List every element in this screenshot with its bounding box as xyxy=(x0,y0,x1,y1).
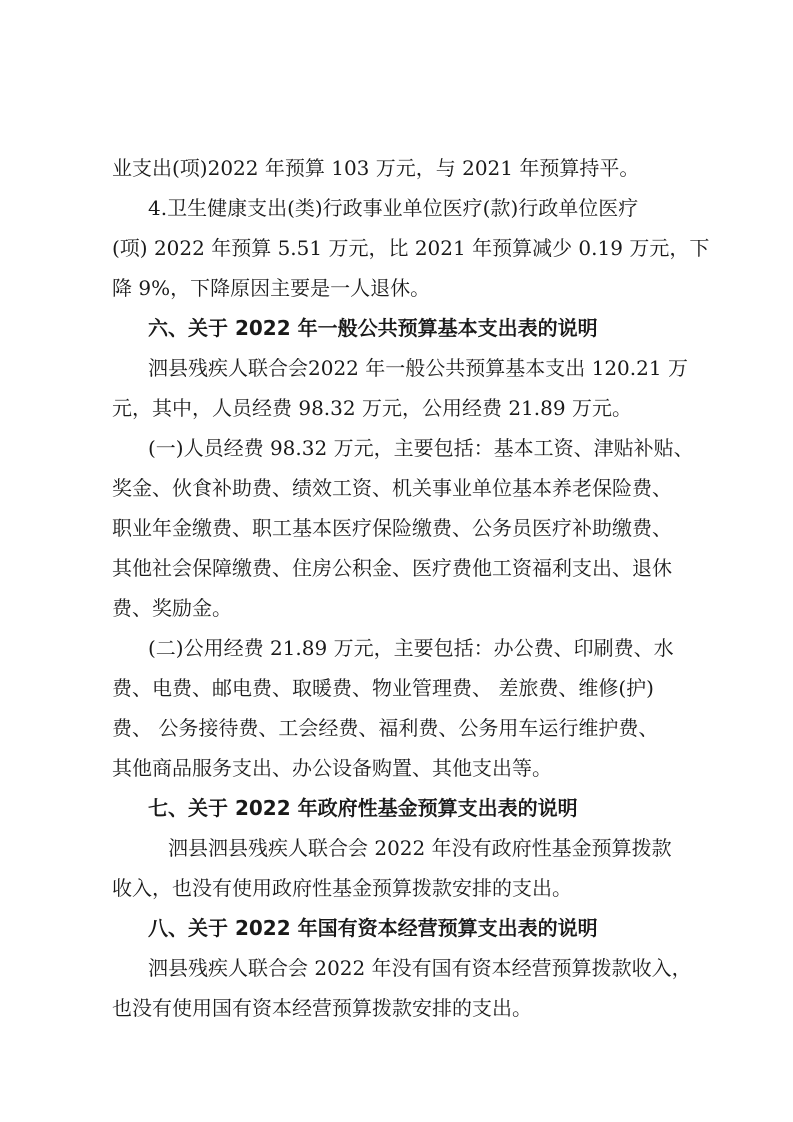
text-line: 职业年金缴费、职工基本医疗保险缴费、公务员医疗补助缴费、 xyxy=(112,516,672,540)
text-line: 泗县残疾人联合会 2022 年没有国有资本经营预算拨款收入， xyxy=(148,956,692,980)
text-line: 业支出(项)2022 年预算 103 万元，与 2021 年预算持平。 xyxy=(112,156,640,180)
text-line: 也没有使用国有资本经营预算拨款安排的支出。 xyxy=(112,996,532,1020)
text-line: 其他社会保障缴费、住房公积金、医疗费他工资福利支出、退休 xyxy=(112,556,672,580)
text-line: 奖金、伙食补助费、绩效工资、机关事业单位基本养老保险费、 xyxy=(112,476,672,500)
text-line: 费、电费、邮电费、取暖费、物业管理费、 差旅费、维修(护) xyxy=(112,676,654,700)
text-line: 4.卫生健康支出(类)行政事业单位医疗(款)行政单位医疗 xyxy=(148,196,639,220)
text-line: 泗县泗县残疾人联合会 2022 年没有政府性基金预算拨款 xyxy=(168,836,672,860)
text-line: 费、奖励金。 xyxy=(112,596,232,620)
text-line: 其他商品服务支出、办公设备购置、其他支出等。 xyxy=(112,756,552,780)
section-heading: 八、关于 2022 年国有资本经营预算支出表的说明 xyxy=(148,916,598,940)
text-line: (项) 2022 年预算 5.51 万元，比 2021 年预算减少 0.19 万元，下 xyxy=(112,236,710,260)
text-line: 费、 公务接待费、工会经费、福利费、公务用车运行维护费、 xyxy=(112,716,659,740)
section-heading: 七、关于 2022 年政府性基金预算支出表的说明 xyxy=(148,796,578,820)
text-line: 元，其中，人员经费 98.32 万元，公用经费 21.89 万元。 xyxy=(112,396,632,420)
text-line: 泗县残疾人联合会2022 年一般公共预算基本支出 120.21 万 xyxy=(148,356,688,380)
text-line: (二)公用经费 21.89 万元，主要包括：办公费、印刷费、水 xyxy=(148,636,674,660)
section-heading: 六、关于 2022 年一般公共预算基本支出表的说明 xyxy=(148,316,598,340)
text-line: 降 9%，下降原因主要是一人退休。 xyxy=(112,276,431,300)
text-line: (一)人员经费 98.32 万元，主要包括：基本工资、津贴补贴、 xyxy=(148,436,694,460)
text-line: 收入，也没有使用政府性基金预算拨款安排的支出。 xyxy=(112,876,572,900)
